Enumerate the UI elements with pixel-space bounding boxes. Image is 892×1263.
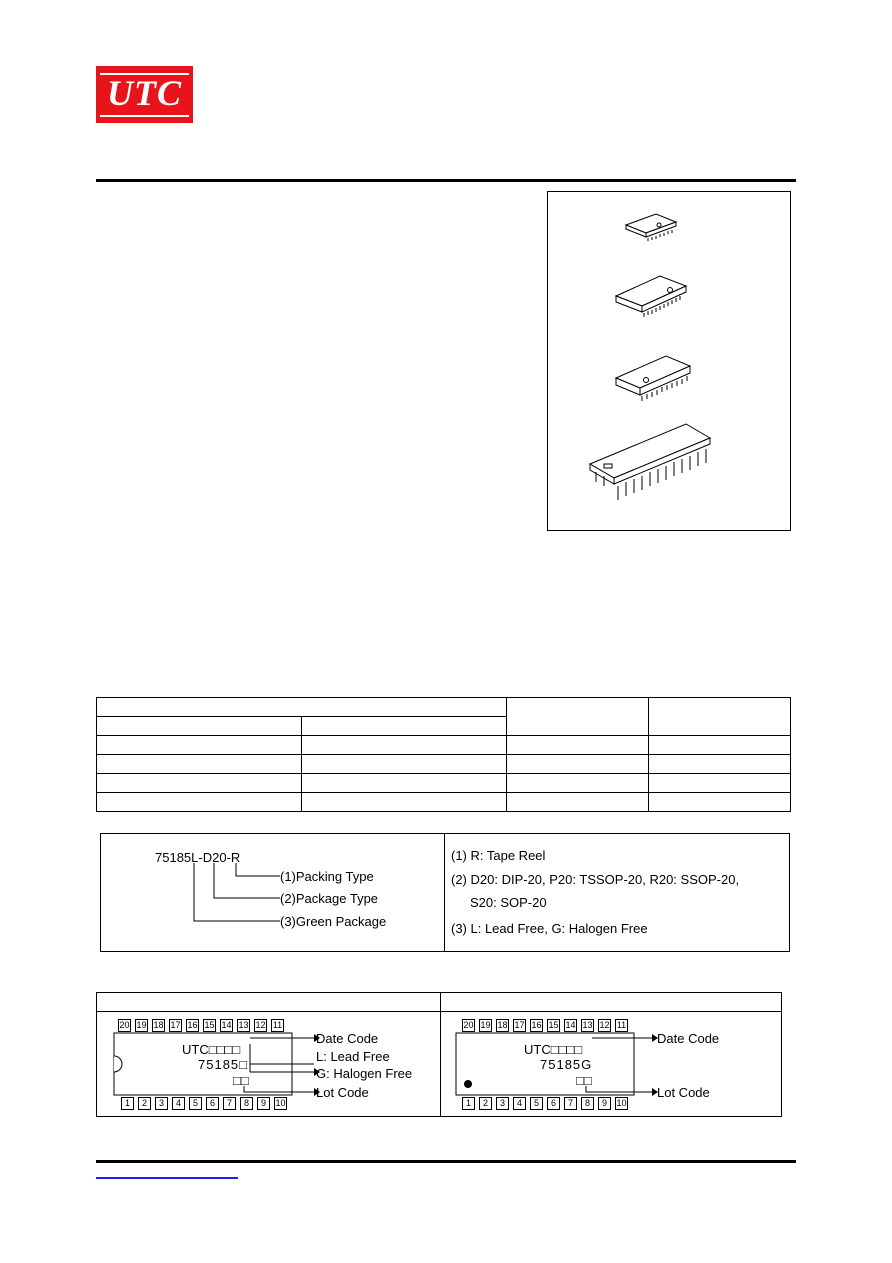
pin-number: 13 xyxy=(582,1020,593,1030)
left-arrows xyxy=(230,1030,320,1100)
table-row xyxy=(97,774,791,793)
left-marking-line3: □□ xyxy=(233,1073,249,1088)
pin-number: 16 xyxy=(531,1020,542,1030)
marking-divider xyxy=(440,993,441,1116)
pin-number: 10 xyxy=(616,1098,627,1108)
pin-number: 2 xyxy=(138,1097,151,1110)
note-green: (3) L: Lead Free, G: Halogen Free xyxy=(451,921,648,936)
pin-number: 7 xyxy=(564,1097,577,1110)
pin-number: 19 xyxy=(480,1020,491,1030)
footer-rule xyxy=(96,1160,796,1163)
pin-number: 2 xyxy=(479,1097,492,1110)
pin-number: 14 xyxy=(221,1020,232,1030)
pin-number: 1 xyxy=(462,1097,475,1110)
table-row xyxy=(97,793,791,812)
table-row xyxy=(97,736,791,755)
pin-number: 18 xyxy=(153,1020,164,1030)
pin-number: 9 xyxy=(598,1097,611,1110)
pin-number: 7 xyxy=(223,1097,236,1110)
header-rule xyxy=(96,179,796,182)
pin-number: 5 xyxy=(530,1097,543,1110)
pin-number: 17 xyxy=(170,1020,181,1030)
pin-number: 6 xyxy=(206,1097,219,1110)
logo-text: UTC xyxy=(107,73,182,113)
pin-number: 5 xyxy=(189,1097,202,1110)
part-number-code: 75185L-D20-R xyxy=(155,850,241,865)
pin-number: 16 xyxy=(187,1020,198,1030)
pin-number: 20 xyxy=(119,1020,130,1030)
pin-number: 18 xyxy=(497,1020,508,1030)
dip-package-icon xyxy=(590,424,710,500)
ordering-code-divider xyxy=(444,833,445,952)
note-packing: (1) R: Tape Reel xyxy=(451,848,546,863)
pin-number: 6 xyxy=(547,1097,560,1110)
pin-number: 15 xyxy=(204,1020,215,1030)
footer-link-underline[interactable] xyxy=(96,1177,238,1179)
ssop-package-icon xyxy=(616,276,686,317)
pin-number: 17 xyxy=(514,1020,525,1030)
left-label-lead-free: L: Lead Free xyxy=(316,1049,390,1064)
package-images-box xyxy=(547,191,791,531)
pin-number: 12 xyxy=(599,1020,610,1030)
right-label-lot-code: Lot Code xyxy=(657,1085,710,1100)
left-label-date-code: Date Code xyxy=(316,1031,379,1046)
note-package: (2) D20: DIP-20, P20: TSSOP-20, R20: SSOP-20, xyxy=(451,872,740,887)
callout-packing-type: (1)Packing Type xyxy=(280,869,374,884)
note-package-cont: S20: SOP-20 xyxy=(470,895,547,910)
pin-number: 1 xyxy=(121,1097,134,1110)
left-label-halogen-free: G: Halogen Free xyxy=(316,1066,413,1081)
pin-number: 12 xyxy=(255,1020,266,1030)
pin-number: 15 xyxy=(548,1020,559,1030)
pin-number: 14 xyxy=(565,1020,576,1030)
pin-number: 4 xyxy=(172,1097,185,1110)
sop-package-icon xyxy=(616,356,690,401)
left-label-lot-code: Lot Code xyxy=(316,1085,369,1100)
pin-number: 10 xyxy=(275,1098,286,1108)
pin-number: 13 xyxy=(238,1020,249,1030)
callout-package-type: (2)Package Type xyxy=(280,891,379,906)
marking-header-row xyxy=(97,993,781,1012)
pin-number: 19 xyxy=(136,1020,147,1030)
pin-number: 8 xyxy=(240,1097,253,1110)
left-marking-line1: UTC□□□□ xyxy=(182,1042,241,1057)
package-drawings xyxy=(548,192,792,532)
pin-number: 8 xyxy=(581,1097,594,1110)
pin-number: 9 xyxy=(257,1097,270,1110)
right-marking-line2: 75185G xyxy=(540,1057,593,1072)
pin-number: 11 xyxy=(272,1020,283,1030)
pin-number: 3 xyxy=(496,1097,509,1110)
pin-number: 3 xyxy=(155,1097,168,1110)
left-marking-line2: 75185□ xyxy=(198,1057,249,1072)
tssop-package-icon xyxy=(626,214,676,241)
table-row xyxy=(97,755,791,774)
utc-logo xyxy=(96,66,193,123)
pin-number: 4 xyxy=(513,1097,526,1110)
right-arrows xyxy=(572,1030,662,1100)
table-row xyxy=(97,698,791,717)
right-marking-line3: □□ xyxy=(576,1073,592,1088)
pin-number: 11 xyxy=(616,1020,627,1030)
pin-number: 20 xyxy=(463,1020,474,1030)
callout-lines xyxy=(150,862,290,932)
callout-green-package: (3)Green Package xyxy=(280,914,387,929)
right-marking-line1: UTC□□□□ xyxy=(524,1042,583,1057)
right-label-date-code: Date Code xyxy=(657,1031,720,1046)
ordering-information-table xyxy=(96,697,791,812)
